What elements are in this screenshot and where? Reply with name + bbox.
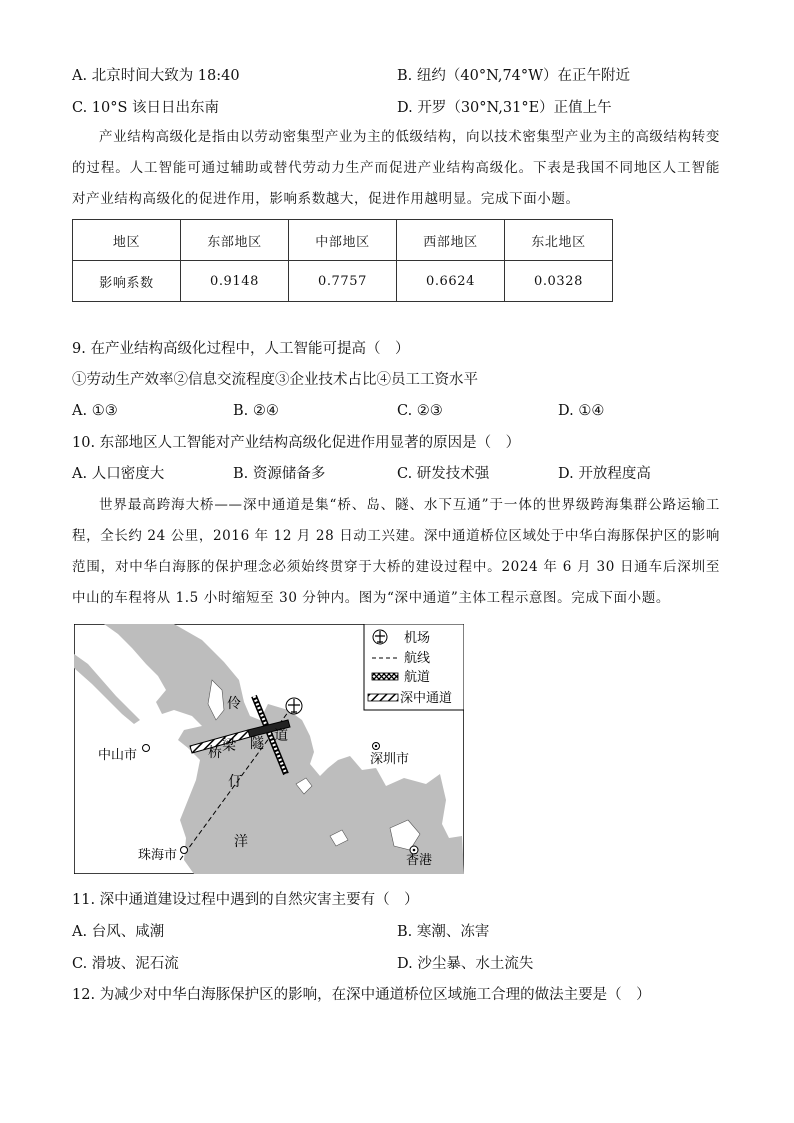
table-cell: 0.7757	[289, 261, 397, 302]
table-header-cell: 地区	[73, 220, 181, 261]
passage-shenzhong-link: 世界最高跨海大桥——深中通道是集“桥、岛、隧、水下互通”于一体的世界级跨海集群公路运输工程，全长约 24 公里，2016 年 12 月 28 日动工兴建。深中通道桥位区域处于中华白海豚保护区的影响范围，对中华白海豚的保护理念必须始终贯穿于大桥的建设过程中。2024 年 6 月 30 日通车后深圳至中山的车程将从 1.5 小时缩短至 30 分钟内。图为“深中通道”主体工程示意图。完成下面小题。	[72, 497, 720, 606]
zhuhai-label: 珠海市	[138, 848, 178, 863]
q11-option-c: C. 滑坡、泥石流	[72, 956, 179, 972]
legend-link-swatch	[368, 694, 398, 701]
table-row-label: 影响系数	[73, 261, 181, 302]
table-cell: 0.0328	[505, 261, 613, 302]
legend-link-label: 深中通道	[400, 691, 453, 706]
q9-option-c: C. ②③	[397, 403, 443, 419]
impact-coefficient-table	[72, 219, 613, 302]
hongkong-label: 香港	[406, 853, 433, 868]
q12-stem: 12. 为减少对中华白海豚保护区的影响，在深中通道桥位区域施工合理的做法主要是（ ）	[72, 987, 651, 1003]
q11-stem: 11. 深中通道建设过程中遇到的自然灾害主要有（ ）	[72, 892, 419, 908]
sui-label: 隧	[250, 736, 264, 752]
zhongshan-label: 中山市	[98, 748, 138, 763]
table-header-cell: 中部地区	[289, 220, 397, 261]
ding-label: 仃	[228, 774, 242, 790]
shenzhong-link-map	[74, 624, 464, 874]
q8-option-c: C. 10°S 该日日出东南	[72, 100, 220, 116]
q8-option-a: A. 北京时间大致为 18:40	[72, 68, 240, 84]
legend-channel-swatch	[372, 673, 398, 680]
legend-airport-label: 机场	[404, 631, 431, 646]
q10-option-d: D. 开放程度高	[558, 466, 651, 482]
table-header-cell: 东北地区	[505, 220, 613, 261]
table-header-cell: 西部地区	[397, 220, 505, 261]
passage-industrial-structure: 产业结构高级化是指由以劳动密集型产业为主的低级结构，向以技术密集型产业为主的高级结构转变的过程。人工智能可通过辅助或替代劳动力生产而促进产业结构高级化。下表是我国不同地区人工智能对产业结构高级化的促进作用，影响系数越大，促进作用越明显。完成下面小题。	[72, 129, 720, 207]
table-cell: 0.9148	[181, 261, 289, 302]
shenzhen-dot-center	[375, 745, 377, 747]
q10-option-a: A. 人口密度大	[72, 466, 165, 482]
q8-option-d: D. 开罗（30°N,31°E）正值上午	[397, 100, 612, 116]
ling-label: 伶	[227, 696, 241, 712]
q11-option-d: D. 沙尘暴、水土流失	[397, 956, 534, 972]
q8-option-b: B. 纽约（40°N,74°W）在正午附近	[397, 68, 631, 84]
q9-option-b: B. ②④	[233, 403, 279, 419]
yang-label: 洋	[234, 834, 248, 850]
q9-option-a: A. ①③	[72, 403, 118, 419]
hongkong-dot-center	[413, 849, 416, 852]
dao-label: 道	[274, 728, 288, 744]
table-header-cell: 东部地区	[181, 220, 289, 261]
q10-option-b: B. 资源储备多	[233, 466, 326, 482]
zhongshan-dot	[143, 745, 150, 752]
shenzhen-label: 深圳市	[370, 752, 410, 767]
q11-option-b: B. 寒潮、冻害	[397, 924, 490, 940]
q9-option-d: D. ①④	[558, 403, 605, 419]
q10-option-c: C. 研发技术强	[397, 466, 490, 482]
qiao-label: 桥	[208, 745, 222, 761]
table-row	[73, 261, 613, 302]
table-header-row	[73, 220, 613, 261]
q9-items: ①劳动生产效率②信息交流程度③企业技术占比④员工工资水平	[72, 372, 478, 388]
liang-label: 梁	[222, 738, 236, 754]
legend-route-label: 航线	[404, 651, 431, 666]
table-cell: 0.6624	[397, 261, 505, 302]
q9-stem: 9. 在产业结构高级化过程中，人工智能可提高（ ）	[72, 341, 410, 357]
zhuhai-dot	[181, 847, 188, 854]
legend-channel-label: 航道	[404, 670, 431, 685]
q10-stem: 10. 东部地区人工智能对产业结构高级化促进作用显著的原因是（ ）	[72, 435, 521, 451]
q11-option-a: A. 台风、咸潮	[72, 924, 165, 940]
